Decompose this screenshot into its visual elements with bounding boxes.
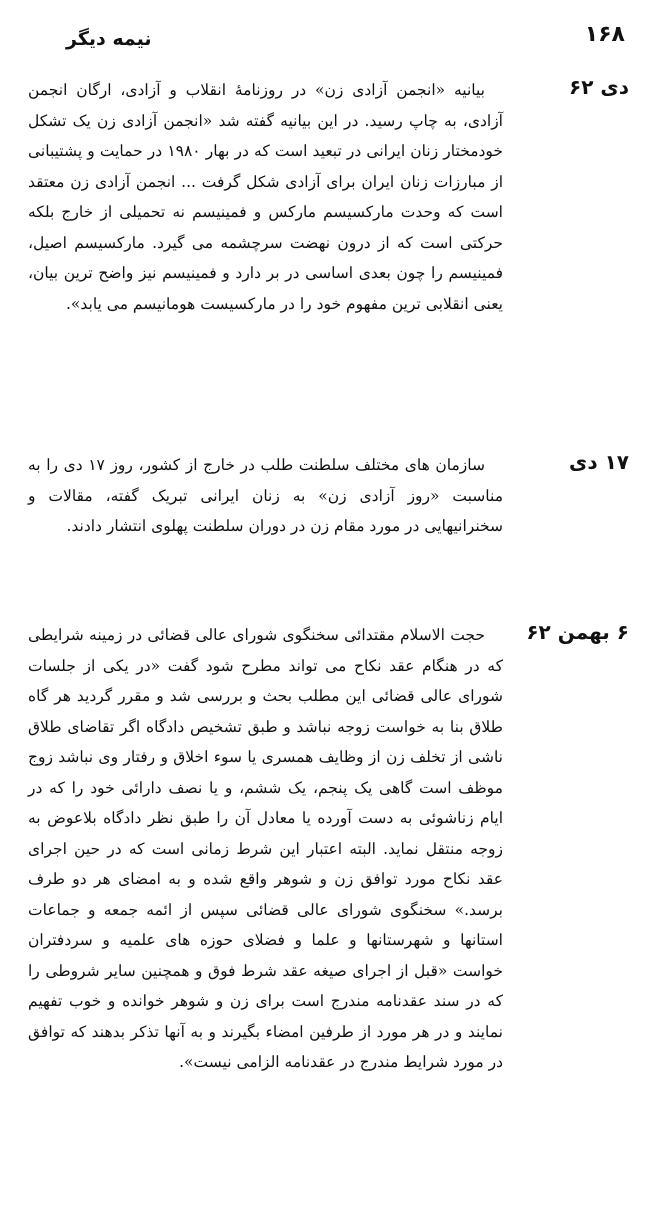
entry-text: بیانیه «انجمن آزادی زن» در روزنامۀ انقلاب و آزادی، ارگان انجمن آزادی، به چاپ رسید. در این بیانیه گفته شد «انجمن آزادی زن یک تشکل خودمختار زنان ایرانی در تبعید است که در بهار ۱۹۸۰ در حمایت و پشتیبانی از مبارزات زنان ایران برای آزادی شکل گرفت ... انجمن آزادی زن معتقد است که وحدت مارکسیسم مارکس و فمینیسم نه تحمیلی از خارج بلکه حرکتی است که از درون نهضت سرچشمه می گیرد. مارکسیسم اصیل، فمینیسم را چون بعدی اساسی در بر دارد و فمینیسم نیز واضح ترین بیان، یعنی انقلابی ترین مفهوم خود را در مارکسیست هومانیسم می یابد». <box>28 81 503 313</box>
entry-text: سازمان های مختلف سلطنت طلب در خارج از کشور، روز ۱۷ دی را به مناسبت «روز آزادی زن» به زنان ایرانی تبریک گفته، مقالات و سخنرانیهایی در مورد مقام زن در دوران سلطنت پهلوی انتشار دادند. <box>28 456 503 535</box>
page-title: نیمه دیگر <box>66 28 152 50</box>
entry-date: ۱۷ دی <box>569 450 629 474</box>
entry-date: ۶ بهمن ۶۲ <box>526 620 629 644</box>
entry-date: دی ۶۲ <box>569 75 629 99</box>
entry-text: حجت الاسلام مقتدائی سخنگوی شورای عالی قضائی در زمینه شرایطی که در هنگام عقد نکاح می تواند مطرح شود گفت «در یکی از جلسات شورای عالی قضائی این مطلب بحث و بررسی شد و مقرر گردید هر گاه طلاق بنا به خواست زوجه نباشد و طبق تشخیص دادگاه اگر تقاضای طلاق ناشی از تخلف زن از وظایف همسری یا سوء اخلاق و رفتار وی نباشد زوج موظف است گاهی یک پنجم، یک ششم، و یا نصف دارائی خود را که در ایام زناشوئی به دست آورده یا معادل آن را طبق نظر دادگاه بلاعوض به زوجه منتقل نماید. البته اعتبار این شرط زمانی است که در حین اجرای عقد نکاح مورد توافق زن و شوهر واقع شده و به امضای هر دو طرف برسد.» سخنگوی شورای عالی قضائی سپس از ائمه جمعه و جماعات استانها و شهرستانها و علما و فضلای حوزه های علمیه و سردفتران خواست «قبل از اجرای صیغه عقد شرط فوق و همچنین سایر شروطی را که در سند عقدنامه مندرج است برای زن و شوهر خوانده و خوب تفهیم نمایند و در هر مورد از طرفین امضاء بگیرند و به آنها تذکر بدهند که توافق در مورد شرایط مندرج در عقدنامه الزامی نیست». <box>28 626 503 1071</box>
page-number: ۱۶۸ <box>584 22 625 47</box>
page-header <box>26 22 631 58</box>
